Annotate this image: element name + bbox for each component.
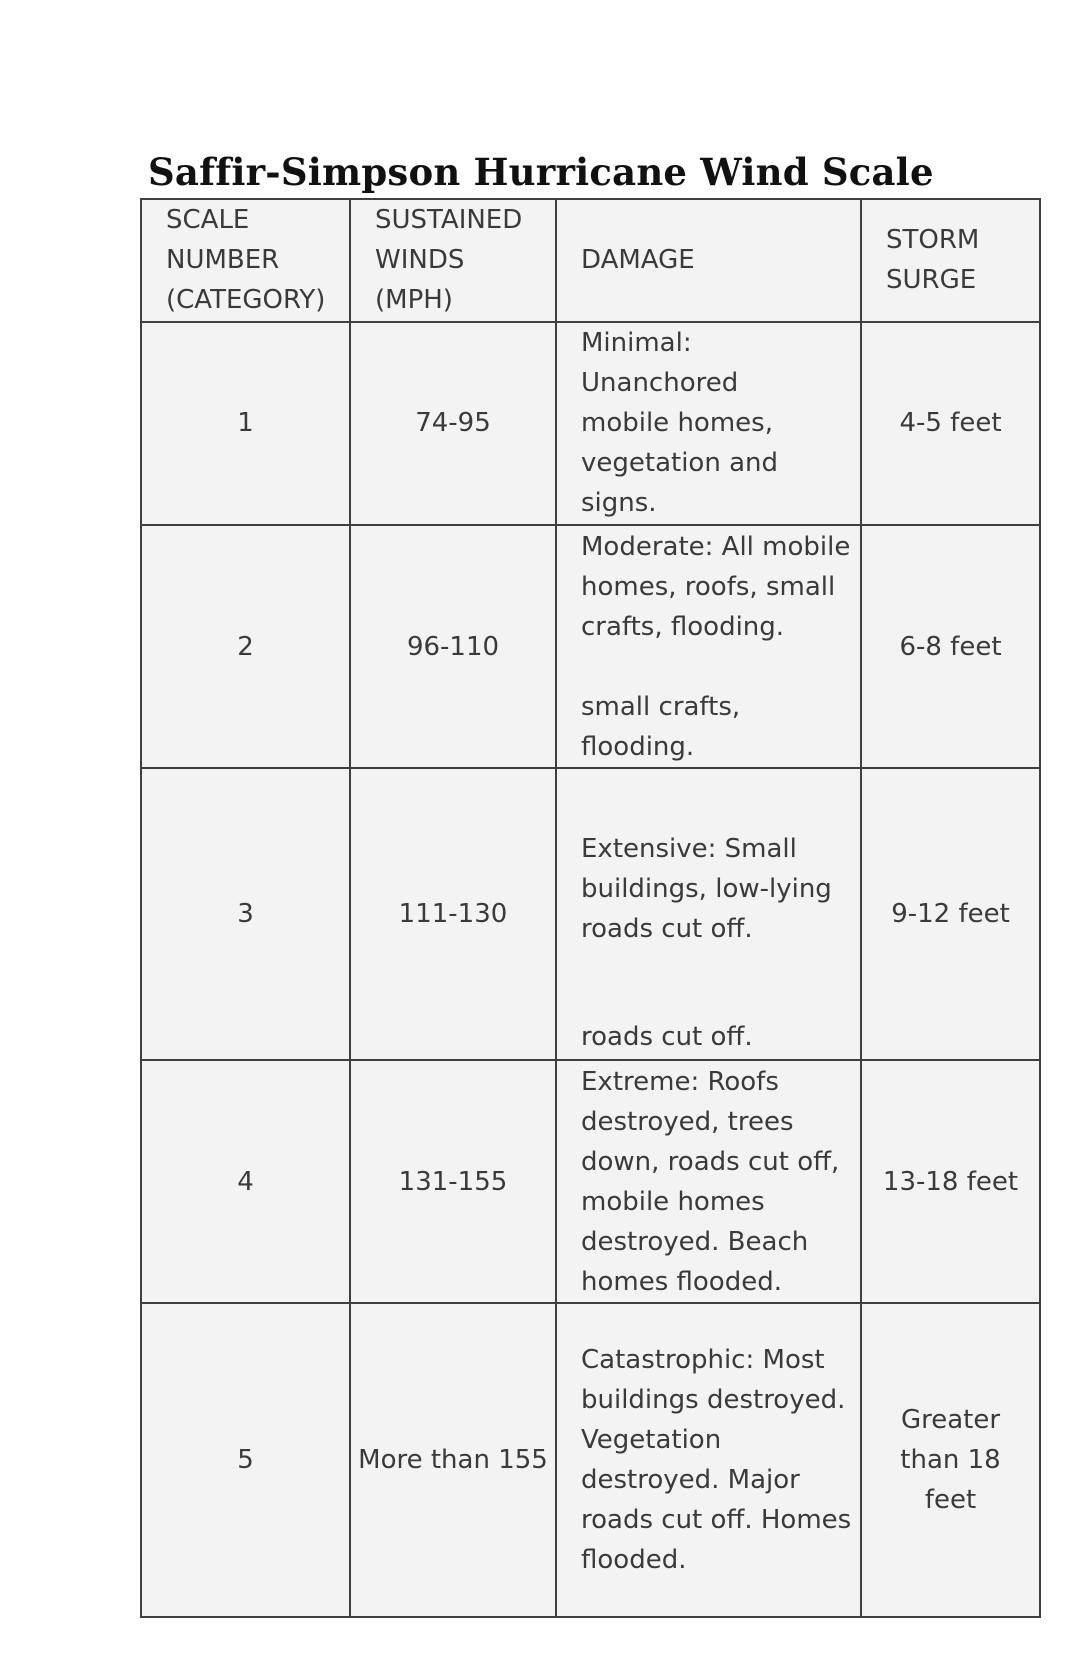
table-row-category-1 [141, 322, 1040, 525]
cell-surge: 13-18 feet [861, 1060, 1040, 1303]
cell-damage: Catastrophic: Most buildings destroyed. Vegetation destroyed. Major roads cut off. Homes flooded. [556, 1303, 861, 1617]
table-row-category-3 [141, 768, 1040, 1060]
cell-damage: Minimal: Unanchored mobile homes, vegetation and signs. [556, 322, 861, 525]
cell-winds: More than 155 [350, 1303, 556, 1617]
table-row-category-2 [141, 525, 1040, 768]
cell-winds: 96-110 [350, 525, 556, 768]
header-damage: DAMAGE [556, 199, 861, 322]
cell-category: 3 [141, 768, 350, 1060]
cell-winds: 74-95 [350, 322, 556, 525]
header-category: SCALE NUMBER (CATEGORY) [141, 199, 350, 322]
document-title: Saffir-Simpson Hurricane Wind Scale [148, 150, 934, 194]
damage-text: Extensive: Small buildings, low-lying roads cut off. [581, 833, 832, 944]
cell-winds: 131-155 [350, 1060, 556, 1303]
damage-text: Moderate: All mobile homes, roofs, small crafts, flooding. [581, 531, 851, 642]
cell-winds: 111-130 [350, 768, 556, 1060]
cell-damage [556, 525, 861, 768]
cell-category: 5 [141, 1303, 350, 1617]
header-storm-surge: STORM SURGE [861, 199, 1040, 322]
cell-category: 1 [141, 322, 350, 525]
damage-overflow-text: roads cut off. [581, 1021, 753, 1052]
cell-damage [556, 768, 861, 1060]
hurricane-scale-table [140, 198, 1041, 1618]
cell-surge: 9-12 feet [861, 768, 1040, 1060]
damage-overflow-text: small crafts, flooding. [581, 691, 741, 762]
cell-surge: 6-8 feet [861, 525, 1040, 768]
cell-damage: Extreme: Roofs destroyed, trees down, roads cut off, mobile homes destroyed. Beach homes flooded. [556, 1060, 861, 1303]
cell-surge: 4-5 feet [861, 322, 1040, 525]
header-sustained-winds: SUSTAINED WINDS (MPH) [350, 199, 556, 322]
table-row-category-4 [141, 1060, 1040, 1303]
cell-category: 2 [141, 525, 350, 768]
cell-surge: Greater than 18 feet [861, 1303, 1040, 1617]
table-row-category-5 [141, 1303, 1040, 1617]
cell-category: 4 [141, 1060, 350, 1303]
table-header-row [141, 199, 1040, 322]
